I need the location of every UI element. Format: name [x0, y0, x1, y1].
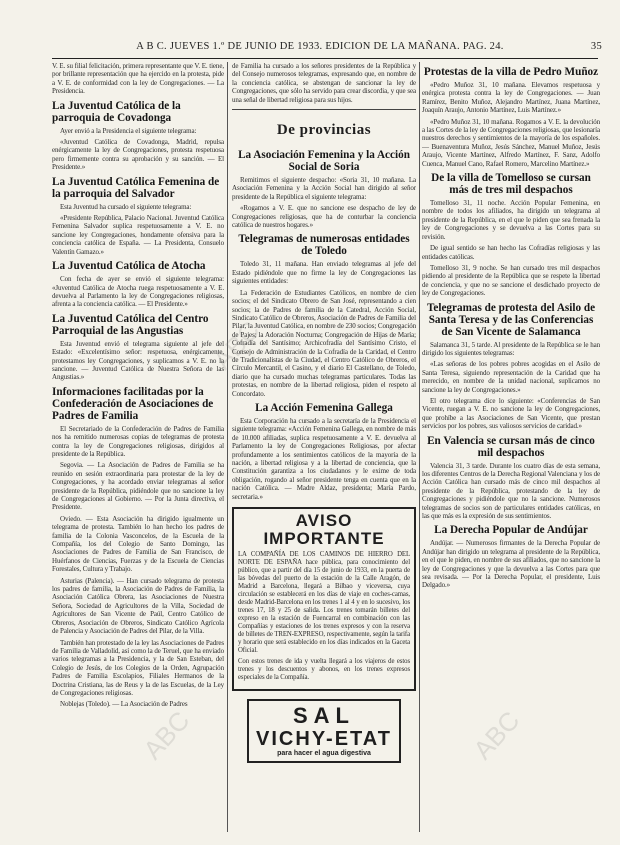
- aviso-title: AVISO IMPORTANTE: [263, 511, 385, 549]
- paragraph: El otro telegrama dice lo siguiente: «Conferencias de San Vicente, ruegan a V. E. no sancione la ley de Congregaciones, que prohíbe a las Asociaciones de San Vicente, que prestan servicios por los pobres, sus valiosos servicios de caridad.»: [422, 396, 600, 431]
- paragraph: Oviedo. — Esta Asociación ha dirigido igualmente un telegrama de protesta. También lo han hecho los padres de familia de la Colonia Vasconcelos, de la Escuela de la Compañía, los del Colegio de Santo Domingo, las Asociaciones de Padres de Familia de San Francisco, de Huérfanos de Ciencias, Fuerzas y de la Escuela de Ciencias Forestales, Cultura y Trabajo.: [52, 514, 224, 574]
- column-rule-2: [419, 62, 420, 832]
- page-marker: 35: [590, 41, 602, 52]
- paragraph: Toledo 31, 11 mañana. Han enviado telegramas al jefe del Estado pidiéndole que no firme la ley de Congregaciones las siguientes entidades:: [232, 260, 416, 286]
- aviso-text: Con estos trenes de ida y vuelta llegará a los viajeros de estos trenes y los descuentos y abonos, en los trenes expresos especiales de la Compañía.: [238, 658, 410, 682]
- paragraph: También han protestado de la ley las Asociaciones de Padres de Familia de Valladolid, así como la de Teruel, que ha enviado varios telegramas a la Presidencia, y la de San Esteban, del Colegio de Jesús, de los Colegios de la Orden, Agrupación Padres de Familia Escolapios, Filiales Hermanos de la Doctrina Cristiana, las de Reus y la de las Escuelas, de la Ley de Congregaciones religiosas.: [52, 638, 224, 697]
- paragraph: Esta Juventud envió el telegrama siguiente al jefe del Estado: «Excelentísimo señor: respetuosa, enérgicamente, protestamos ley Congregaciones, y suplicamos a V. E. no la sancione. — Juventud Católica de Nuestra Señora de las Angustias.»: [52, 339, 224, 382]
- watermark-mark: ABC: [137, 705, 196, 766]
- headline-pedro-munoz: Protestas de la villa de Pedro Muñoz: [423, 66, 599, 78]
- aviso-text: LA COMPAÑÍA DE LOS CAMINOS DE HIERRO DEL NORTE DE ESPAÑA hace pública, para conocimiento del público, que a partir del día 15 de junio de 1933, en la puerta de las bóvedas del puerto de la estación de la Calle Aragón, de Madrid a Barcelona, llegará a Bilbao y viceversa, cuya circulación se establecerá en los días de viaje en coches-camas, desde Madrid-Barcelona en los trenes 1 al 4 y en lo sucesivo, los trenes 17, 18 y 25 de salida. Los trenes tomarán billetes del expreso en la estación de Fuencarral en combinación con las Compañías y estaciones de los trenes expresos y con la reserva de billetes de TREN-EXPRESO, respectivamente, según la tarifa y horario que será establecido en los días indicados en la Gaceta Oficial.: [238, 551, 410, 655]
- paragraph: Asturias (Palencia). — Han cursado telegrama de protesta los padres de familia, la Asociación de Padres de Familia, la Asociación Católica Obrera, las Asociaciones de Nuestra Señora, Sociedad de Agricultores de la Villa, Sociedad de Agricultores de San Vicente de Paúl, Centro Católico de Obreros, Asociación de Obreros, Sindicato Católico Agrícola de Palencia y Asociación de Padres del Pilar, de la Villa.: [52, 576, 224, 636]
- paragraph: Andújar. — Numerosos firmantes de la Derecha Popular de Andújar han dirigido un telegrama al presidente de la República, en el que le piden, en nombre de sus afiliados, que no sancione la ley de Congregaciones y que la devuelva a las Cortes para que sea revisada. — Por la Derecha Popular, el presidente, Luis Delgado.»: [422, 539, 600, 590]
- headline-andujar: La Derecha Popular de Andújar: [434, 524, 588, 537]
- paragraph: Noblejas (Toledo). — La Asociación de Padres: [60, 700, 188, 709]
- watermark-mark: ABC: [467, 705, 526, 766]
- column-1: [52, 62, 224, 837]
- headline-atocha: La Juventud Católica de Atocha: [52, 260, 206, 273]
- aviso-box: [232, 507, 416, 691]
- column-2: [232, 62, 416, 837]
- paragraph: de Familia ha cursado a los señores presidentes de la República y del Consejo numerosos telegramas, expresando que, en nombre de la conciencia católica, se abstengan de sancionar la ley de Congregaciones, que sólo ha servido para crear discordia, y que sea una señal de libertad religiosa para sus hijos.: [232, 62, 416, 104]
- paragraph: «Rogamos a V. E. que no sancione ese despacho de ley de Congregaciones religiosas, que ha de conturbar la conciencia católica de nuestros hogares.»: [232, 204, 416, 230]
- paragraph: Con fecha de ayer se envió el siguiente telegrama: «Juventud Católica de Atocha ruega respetuosamente a V. E. devuelva al Parlamento la ley de Congregaciones religiosas, afrenta a la conciencia católica. — El Presidente.»: [52, 275, 224, 309]
- paragraph: Ayer envió a la Presidencia el siguiente telegrama:: [60, 126, 197, 135]
- headline-valencia: En Valencia se cursan más de cinco mil despachos: [427, 434, 595, 459]
- paragraph: Remitimos el siguiente despacho: «Soria 31, 10 mañana. La Asociación Femenina y la Acción Social han dirigido al señor presidente de la República el siguiente telegrama:: [232, 176, 416, 201]
- paragraph: «Pedro Muñoz 31, 10 mañana. Rogamos a V. E. la devolución a las Cortes de la ley de Congregaciones religiosas, que lesionaría nuestros derechos y sentimientos de la mayoría de los españoles. — Buenaventura Muñoz, Jesús Sánchez, Manuel Muñoz, Jesús Araujo, Vicente Martínez, Alfredo Martínez, F. Sanz, Adolfo Cuenca, Manuel Cano, Rafael Romero, Marcelino Martínez.»: [422, 117, 600, 168]
- headline-tomelloso: De la villa de Tomelloso se cursan más de tres mil despachos: [431, 172, 591, 197]
- paragraph: Valencia 31, 3 tarde. Durante los cuatro días de esta semana, los diferentes Centros de la Derecha Regional Valenciana y los de Acción Católica han cursado más de cinco mil despachos al presidente de la República, protestando de la ley de Congregaciones y pidiéndole que no la sancione. Numerosos telegramas de socios son de particulares entidades católicas, en las que más es la expresión de sus sentimientos.: [422, 461, 600, 521]
- paragraph: Salamanca 31, 5 tarde. Al presidente de la República se le han dirigido los siguientes telegramas:: [422, 340, 600, 357]
- headline-covadonga: La Juventud Católica de la parroquia de Covadonga: [52, 99, 181, 124]
- paragraph: El Secretariado de la Confederación de Padres de Familia nos ha remitido numerosas copias de telegramas de protesta contra la ley de Congregaciones religiosas, dirigidos al presidente de la República.: [52, 424, 224, 458]
- column-rule-1: [227, 62, 228, 832]
- vichy-ad: [247, 699, 401, 763]
- headline-salvador: La Juventud Católica Femenina de la parroquia del Salvador: [52, 175, 220, 200]
- top-rule: [52, 58, 598, 59]
- paragraph: La Federación de Estudiantes Católicos, en nombre de cien socios; el del Sindicato Obrero de San José, representando a cien socios; la de Padres de familia de la Catedral, Acción Social, Sindicato Católico de Obreros, Asociación de Padres de Familia del Pilar, la Juventud Católica, en nombre de 230 socios; Congregación de Pajes; la Adoración Nocturna; Congregación de Hijas de María; Cofradía del Santísimo; Archicofradía del Santísimo Cristo, el Consejo de Administración de la Cofradía de la Caridad, el Centro de Tradicionalistas de la Ciudad, el Centro Católico de Obreros, el Círculo Mercantil, el Casino, y el diario El Castellano, de Toledo, diario que ha cursado muchas telegramas particulares. Todas las protestas, en nombre de la libertad religiosa, piden el respeto al Concordato.: [232, 288, 416, 398]
- ad-line-2: VICHY-ETAT: [256, 728, 392, 751]
- ad-line-1: SAL: [293, 703, 355, 729]
- headline-salamanca: Telegramas de protesta del Asilo de Santa Teresa y de las Conferencias de San Vicente de Salamanca: [426, 301, 596, 338]
- running-head: [40, 41, 600, 55]
- paragraph: Tomelloso 31, 11 noche. Acción Popular Femenina, en nombre de todos los afiliados, ha dirigido un telegrama al presidente de la República, en el que le piden que sea frenada la ley de Congregaciones y se devuelva a las Cortes para su revisión.: [422, 199, 600, 241]
- headline-accion-femenina-gallega: La Acción Femenina Gallega: [255, 401, 393, 414]
- section-title: De provincias: [276, 122, 372, 139]
- headline-confederacion: Informaciones facilitadas por la Confederación de Asociaciones de Padres de Familia: [52, 385, 214, 422]
- paragraph: «Pedro Muñoz 31, 10 mañana. Elevamos respetuosa y enérgica protesta contra la ley de Congregaciones. — Juan Ramírez, Benito Muñoz, Alejandro Martínez, Juana Martínez, Joaquín Araujo, Antonio Martínez, Luis Martínez.»: [422, 81, 600, 115]
- paragraph: «Juventud Católica de Covadonga, Madrid, repulsa enérgicamente la ley de Congregaciones, protesta respetuosa pero firmemente contra su aprobación y su sanción. — El Presidente.»: [52, 138, 224, 172]
- headline-soria: La Asociación Femenina y la Acción Social de Soria: [238, 149, 410, 174]
- paragraph: Esta Corporación ha cursado a la secretaría de la Presidencia el siguiente telegrama: «Acción Femenina Gallega, en nombre de más de 10.000 afiliadas, suplica respetuosamente a V. E. devuelva al Parlamento la ley de Congregaciones Religiosas, por afectar profundamente a los sentimientos católicos de la mayoría de la nación, a libertad religiosa y a la libertad de conciencia, que la Constitución garantiza a los ciudadanos y le exime de toda obligación, rogando al señor presidente tenga en cuenta que en la nación Católica. — Madre Aldaz, presidenta; María Pardo, secretaria.»: [232, 416, 416, 501]
- paragraph: Esta Juventud ha cursado el siguiente telegrama:: [60, 202, 192, 211]
- headline-angustias: La Juventud Católica del Centro Parroquial de las Angustias: [52, 312, 209, 337]
- paragraph: De igual sentido se han hecho las Cofradías religiosas y las entidades católicas.: [422, 244, 600, 261]
- divider: [232, 109, 416, 110]
- paragraph: «Presidente República, Palacio Nacional. Juventud Católica Femenina Salvador suplica respetuosamente a V. E. no sancione ley Congregaciones, hondamente ofensiva para la conciencia católica de España. — La Presidenta, Consuelo Valentín Gamazo.»: [52, 214, 224, 256]
- watermark-mark: ABC: [207, 315, 266, 376]
- paragraph: Segovia. — La Asociación de Padres de Familia se ha reunido en sesión extraordinaria para protestar de la ley de Congregaciones, y ha acordado enviar telegramas al señor presidente de la República, pidiéndole que no sancione la ley de Congregaciones al Gobierno. — Por la Junta directiva, el Presidente.: [52, 461, 224, 512]
- paragraph: Tomelloso 31, 9 noche. Se han cursado tres mil despachos pidiendo al presidente de la República que se respete la libertad de conciencia, y que no se sancione el desdichado proyecto de ley de Congregaciones.: [422, 263, 600, 298]
- ad-line-3: para hacer el agua digestiva: [277, 750, 371, 758]
- headline-toledo: Telegramas de numerosas entidades de Toledo: [238, 233, 410, 258]
- lead-paragraph: V. E. su filial felicitación, primera representante que V. E. tiene, por brillante representación que ha ejercido en la protesta, pide a V. E. de conformidad con la ley de Congregaciones. — La Presidencia.: [52, 62, 224, 96]
- paragraph: «Las señoras de los pobres pobres acogidas en el Asilo de Santa Teresa, siguiendo representación de la Caridad que ha merecido, en nombre de la unidad nacional, suplicamos no sancione la ley de Congregaciones.»: [422, 360, 600, 394]
- running-head-text: A B C. JUEVES 1.º DE JUNIO DE 1933. EDICION DE LA MAÑANA. PAG. 24.: [136, 41, 504, 52]
